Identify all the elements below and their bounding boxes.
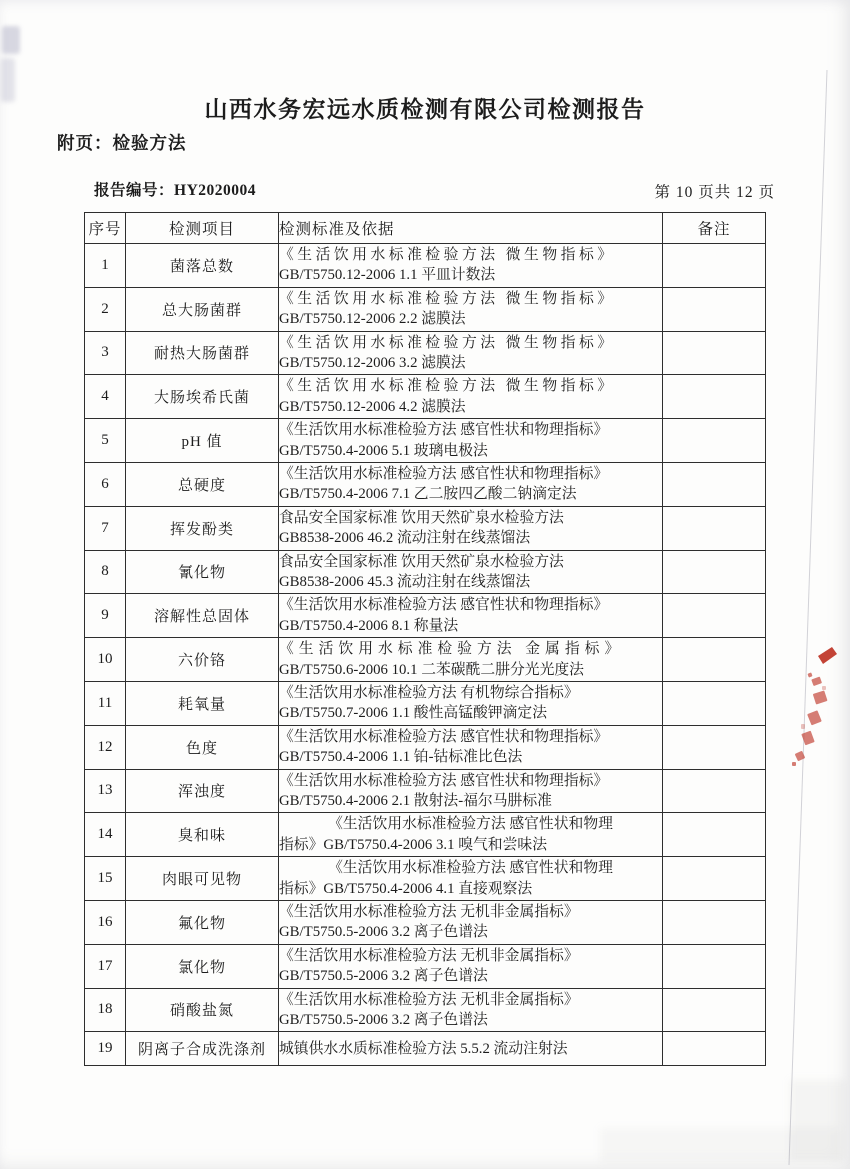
standard-line-2: GB8538-2006 45.3 流动注射在线蒸馏法 <box>279 573 531 590</box>
row-standard-basis <box>279 375 663 419</box>
standard-line-1: 《生活饮用水标准检验方法 有机物综合指标》 <box>279 684 579 701</box>
table-row <box>85 287 766 331</box>
table-row <box>85 681 766 725</box>
header-remark: 备注 <box>663 213 766 244</box>
row-remark <box>663 638 766 682</box>
table-header <box>85 213 766 244</box>
attachment-heading: 附页：检验方法 <box>57 133 187 153</box>
standard-line-1: 《生活饮用水标准检验方法 感官性状和物理 <box>328 816 613 833</box>
row-remark <box>663 1032 766 1066</box>
row-remark <box>663 594 766 638</box>
row-test-item: 大肠埃希氏菌 <box>126 375 279 419</box>
row-remark <box>663 244 766 288</box>
row-remark <box>663 287 766 331</box>
standard-line-1: 《生活饮用水标准检验方法 无机非金属指标》 <box>279 903 579 920</box>
row-test-item: 耗氧量 <box>126 681 279 725</box>
row-remark <box>663 419 766 463</box>
row-test-item: 耐热大肠菌群 <box>126 331 279 375</box>
row-standard-basis <box>279 419 663 463</box>
table-row <box>85 375 766 419</box>
table-row <box>85 769 766 813</box>
standard-line-2: GB/T5750.12-2006 4.2 滤膜法 <box>279 398 466 415</box>
row-serial-no: 10 <box>85 638 126 682</box>
standard-line-2: GB/T5750.12-2006 3.2 滤膜法 <box>279 354 466 371</box>
row-serial-no: 14 <box>85 813 126 857</box>
table-row <box>85 857 766 901</box>
row-serial-no: 15 <box>85 857 126 901</box>
row-test-item: 总大肠菌群 <box>126 287 279 331</box>
standard-line-2: GB/T5750.12-2006 1.1 平皿计数法 <box>279 267 496 284</box>
row-standard-basis <box>279 287 663 331</box>
scan-smudge-top-left <box>2 26 20 54</box>
row-serial-no: 19 <box>85 1032 126 1066</box>
row-remark <box>663 944 766 988</box>
standard-line-2: 指标》GB/T5750.4-2006 4.1 直接观察法 <box>279 880 533 897</box>
row-serial-no: 9 <box>85 594 126 638</box>
row-standard-basis <box>279 244 663 288</box>
row-test-item: 阴离子合成洗涤剂 <box>126 1032 279 1066</box>
row-remark <box>663 900 766 944</box>
row-standard-basis <box>279 681 663 725</box>
row-remark <box>663 813 766 857</box>
standard-line-1: 《生活饮用水标准检验方法 感官性状和物理指标》 <box>279 422 609 439</box>
table-row <box>85 638 766 682</box>
standard-line-2: GB/T5750.4-2006 2.1 散射法-福尔马肼标准 <box>279 792 552 809</box>
row-standard-basis <box>279 506 663 550</box>
row-serial-no: 8 <box>85 550 126 594</box>
row-test-item: 溶解性总固体 <box>126 594 279 638</box>
standard-line-1: 《生活饮用水标准检验方法 感官性状和物理指标》 <box>279 465 609 482</box>
row-serial-no: 6 <box>85 462 126 506</box>
row-serial-no: 2 <box>85 287 126 331</box>
table-row <box>85 419 766 463</box>
table-row <box>85 1032 766 1066</box>
page-title: 山西水务宏远水质检测有限公司检测报告 <box>204 97 646 122</box>
row-remark <box>663 725 766 769</box>
standard-line-2: 指标》GB/T5750.4-2006 3.1 嗅气和尝味法 <box>279 836 547 853</box>
row-standard-basis <box>279 813 663 857</box>
standard-line-1: 《生活饮用水标准检验方法 微生物指标》 <box>279 290 616 307</box>
standard-line-2: GB8538-2006 46.2 流动注射在线蒸馏法 <box>279 530 531 547</box>
row-test-item: 浑浊度 <box>126 769 279 813</box>
standard-line-2: GB/T5750.4-2006 1.1 铂-钴标准比色法 <box>279 749 523 766</box>
table-row <box>85 550 766 594</box>
row-serial-no: 1 <box>85 244 126 288</box>
standard-line-1: 《生活饮用水标准检验方法 无机非金属指标》 <box>279 991 579 1008</box>
row-remark <box>663 681 766 725</box>
scan-noise-bottom-right <box>790 1080 845 1160</box>
row-serial-no: 17 <box>85 944 126 988</box>
row-remark <box>663 462 766 506</box>
standard-line-1: 《生活饮用水标准检验方法 感官性状和物理指标》 <box>279 728 609 745</box>
header-test-item: 检测项目 <box>126 213 279 244</box>
standard-line-1: 《生活饮用水标准检验方法 感官性状和物理指标》 <box>279 772 609 789</box>
page-indicator: 第 10 页共 12 页 <box>654 184 775 201</box>
table-body <box>85 244 766 1066</box>
table-row <box>85 813 766 857</box>
row-standard-basis <box>279 857 663 901</box>
standard-line-2: GB/T5750.12-2006 2.2 滤膜法 <box>279 311 466 328</box>
standard-line-1: 《生活饮用水标准检验方法 微生物指标》 <box>279 378 616 395</box>
row-standard-basis <box>279 550 663 594</box>
standard-line-1: 《生活饮用水标准检验方法 无机非金属指标》 <box>279 947 579 964</box>
report-number-value: HY2020004 <box>174 182 257 199</box>
table-row <box>85 462 766 506</box>
standard-line-1: 《生活饮用水标准检验方法 感官性状和物理指标》 <box>279 597 609 614</box>
header-standard-basis: 检测标准及依据 <box>279 213 663 244</box>
row-standard-basis <box>279 638 663 682</box>
row-standard-basis <box>279 1032 663 1066</box>
row-serial-no: 12 <box>85 725 126 769</box>
scan-fold-line <box>789 70 827 1165</box>
standard-line-2: GB/T5750.5-2006 3.2 离子色谱法 <box>279 968 488 985</box>
table-row <box>85 244 766 288</box>
table-row <box>85 725 766 769</box>
standard-line-1: 城镇供水水质标准检验方法 5.5.2 流动注射法 <box>279 1040 568 1057</box>
row-test-item: pH 值 <box>126 419 279 463</box>
row-test-item: 菌落总数 <box>126 244 279 288</box>
standard-line-1: 食品安全国家标准 饮用天然矿泉水检验方法 <box>279 553 564 570</box>
table-row <box>85 506 766 550</box>
row-serial-no: 4 <box>85 375 126 419</box>
standard-line-1: 《生活饮用水标准检验方法 微生物指标》 <box>279 246 616 263</box>
row-serial-no: 11 <box>85 681 126 725</box>
report-number <box>94 178 256 200</box>
standard-line-2: GB/T5750.6-2006 10.1 二苯碳酰二肼分光光度法 <box>279 661 584 678</box>
row-remark <box>663 331 766 375</box>
row-test-item: 色度 <box>126 725 279 769</box>
row-test-item: 肉眼可见物 <box>126 857 279 901</box>
row-serial-no: 16 <box>85 900 126 944</box>
row-remark <box>663 988 766 1032</box>
row-serial-no: 3 <box>85 331 126 375</box>
row-standard-basis <box>279 769 663 813</box>
table-row <box>85 331 766 375</box>
table-row <box>85 594 766 638</box>
scan-noise-bottom <box>600 1128 840 1162</box>
table-row <box>85 900 766 944</box>
standard-line-2: GB/T5750.7-2006 1.1 酸性高锰酸钾滴定法 <box>279 705 547 722</box>
row-test-item: 总硬度 <box>126 462 279 506</box>
row-serial-no: 18 <box>85 988 126 1032</box>
row-test-item: 六价铬 <box>126 638 279 682</box>
row-standard-basis <box>279 331 663 375</box>
standard-line-1: 《生活饮用水标准检验方法 微生物指标》 <box>279 334 616 351</box>
row-standard-basis <box>279 725 663 769</box>
table-row <box>85 944 766 988</box>
row-remark <box>663 769 766 813</box>
row-remark <box>663 857 766 901</box>
standard-line-2: GB/T5750.5-2006 3.2 离子色谱法 <box>279 924 488 941</box>
row-standard-basis <box>279 462 663 506</box>
row-test-item: 氰化物 <box>126 550 279 594</box>
row-test-item: 氟化物 <box>126 900 279 944</box>
header-serial-no: 序号 <box>85 213 126 244</box>
standard-line-2: GB/T5750.4-2006 7.1 乙二胺四乙酸二钠滴定法 <box>279 486 577 503</box>
standard-line-2: GB/T5750.4-2006 8.1 称量法 <box>279 617 459 634</box>
row-standard-basis <box>279 988 663 1032</box>
row-standard-basis <box>279 594 663 638</box>
table-row <box>85 988 766 1032</box>
row-test-item: 氯化物 <box>126 944 279 988</box>
standard-line-1: 《生活饮用水标准检验方法 金属指标》 <box>279 641 625 658</box>
methods-table <box>84 212 766 1066</box>
report-number-label: 报告编号： <box>94 182 175 199</box>
row-test-item: 挥发酚类 <box>126 506 279 550</box>
standard-line-1: 《生活饮用水标准检验方法 感官性状和物理 <box>328 860 613 877</box>
standard-line-1: 食品安全国家标准 饮用天然矿泉水检验方法 <box>279 509 564 526</box>
row-standard-basis <box>279 900 663 944</box>
row-serial-no: 13 <box>85 769 126 813</box>
standard-line-2: GB/T5750.4-2006 5.1 玻璃电极法 <box>279 442 488 459</box>
row-serial-no: 5 <box>85 419 126 463</box>
row-standard-basis <box>279 944 663 988</box>
row-remark <box>663 550 766 594</box>
row-test-item: 硝酸盐氮 <box>126 988 279 1032</box>
row-serial-no: 7 <box>85 506 126 550</box>
row-remark <box>663 506 766 550</box>
row-test-item: 臭和味 <box>126 813 279 857</box>
standard-line-2: GB/T5750.5-2006 3.2 离子色谱法 <box>279 1011 488 1028</box>
row-remark <box>663 375 766 419</box>
red-stamp-fragment <box>792 647 837 766</box>
